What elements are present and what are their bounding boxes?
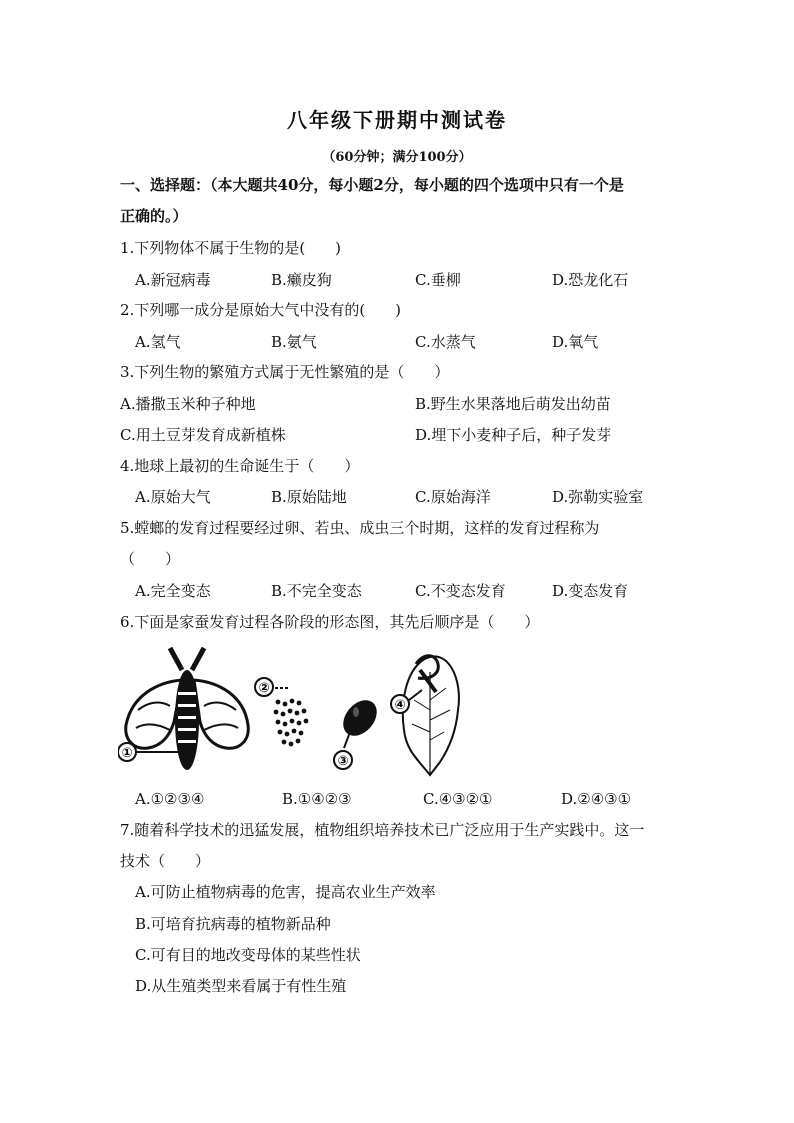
section-heading-line1: 一、选择题：（本大题共40分，每小题2分，每小题的四个选项中只有一个是	[120, 176, 624, 194]
question-6-option-d[interactable]: D.②④③①	[561, 790, 632, 808]
question-5-option-a[interactable]: A.完全变态	[135, 582, 211, 600]
pupa-drawing	[336, 694, 383, 748]
question-3-stem: 3.下列生物的繁殖方式属于无性繁殖的是（ ）	[120, 363, 450, 381]
label-2	[255, 678, 273, 696]
label-3	[334, 751, 352, 769]
silkworm-stages-svg	[118, 640, 678, 780]
question-2-option-d[interactable]: D.氧气	[552, 333, 599, 351]
question-4-stem: 4.地球上最初的生命诞生于（ ）	[120, 457, 360, 475]
question-1-option-c[interactable]: C.垂柳	[415, 271, 461, 289]
question-4-option-b[interactable]: B.原始陆地	[271, 488, 347, 506]
question-6-option-b[interactable]: B.①④②③	[282, 790, 352, 808]
question-4-option-a[interactable]: A.原始大气	[135, 488, 211, 506]
question-5-stem-line2: （ ）	[120, 550, 181, 568]
label-3-text: ③	[337, 754, 349, 769]
question-7-stem-line2: 技术（ ）	[120, 852, 211, 870]
question-3-option-b[interactable]: B.野生水果落地后萌发出幼苗	[415, 395, 611, 413]
eggs-drawing	[270, 688, 308, 746]
silkworm-stages-figure	[118, 640, 678, 780]
section-heading	[120, 170, 680, 232]
question-5-stem-line1: 5.螳螂的发育过程要经过卵、若虫、成虫三个时期，这样的发育过程称为	[120, 519, 600, 537]
larva-on-leaf-drawing	[403, 656, 459, 775]
question-7-option-b[interactable]: B.可培育抗病毒的植物新品种	[135, 915, 331, 933]
question-6-stem: 6.下面是家蚕发育过程各阶段的形态图，其先后顺序是（ ）	[120, 613, 540, 631]
section-heading-line2: 正确的。）	[120, 207, 188, 225]
question-6-option-a[interactable]: A.①②③④	[135, 790, 205, 808]
question-7-stem-line1: 7.随着科学技术的迅猛发展，植物组织培养技术已广泛应用于生产实践中。这一	[120, 821, 645, 839]
question-6-option-c[interactable]: C.④③②①	[423, 790, 493, 808]
adult-moth-drawing	[126, 648, 249, 770]
question-7-option-d[interactable]: D.从生殖类型来看属于有性生殖	[135, 977, 347, 995]
question-2-option-a[interactable]: A.氢气	[135, 333, 181, 351]
question-7-option-a[interactable]: A.可防止植物病毒的危害，提高农业生产效率	[135, 883, 436, 901]
question-5-option-b[interactable]: B.不完全变态	[271, 582, 362, 600]
question-1-option-a[interactable]: A.新冠病毒	[135, 271, 211, 289]
question-2-option-b[interactable]: B.氨气	[271, 333, 317, 351]
question-2-stem: 2.下列哪一成分是原始大气中没有的( )	[120, 301, 402, 319]
question-1-option-b[interactable]: B.癞皮狗	[271, 271, 332, 289]
label-4-text: ④	[394, 698, 406, 713]
question-1-stem: 1.下列物体不属于生物的是( )	[120, 239, 342, 257]
question-2-option-c[interactable]: C.水蒸气	[415, 333, 476, 351]
page-title: 八年级下册期中测试卷	[287, 108, 507, 132]
question-5-option-d[interactable]: D.变态发育	[552, 582, 629, 600]
page-subtitle: （60分钟；满分100分）	[322, 150, 472, 165]
question-7-option-c[interactable]: C.可有目的地改变母体的某些性状	[135, 946, 361, 964]
label-1-text: ①	[121, 746, 133, 761]
label-1	[118, 743, 136, 761]
question-1-option-d[interactable]: D.恐龙化石	[552, 271, 629, 289]
question-4-option-c[interactable]: C.原始海洋	[415, 488, 491, 506]
label-2-text: ②	[258, 681, 270, 696]
question-5-option-c[interactable]: C.不变态发育	[415, 582, 506, 600]
question-3-option-c[interactable]: C.用土豆芽发育成新植株	[120, 426, 286, 444]
question-3-option-d[interactable]: D.埋下小麦种子后，种子发芽	[415, 426, 612, 444]
question-3-option-a[interactable]: A.播撒玉米种子种地	[120, 395, 256, 413]
label-4	[391, 695, 409, 713]
question-4-option-d[interactable]: D.弥勒实验室	[552, 488, 644, 506]
